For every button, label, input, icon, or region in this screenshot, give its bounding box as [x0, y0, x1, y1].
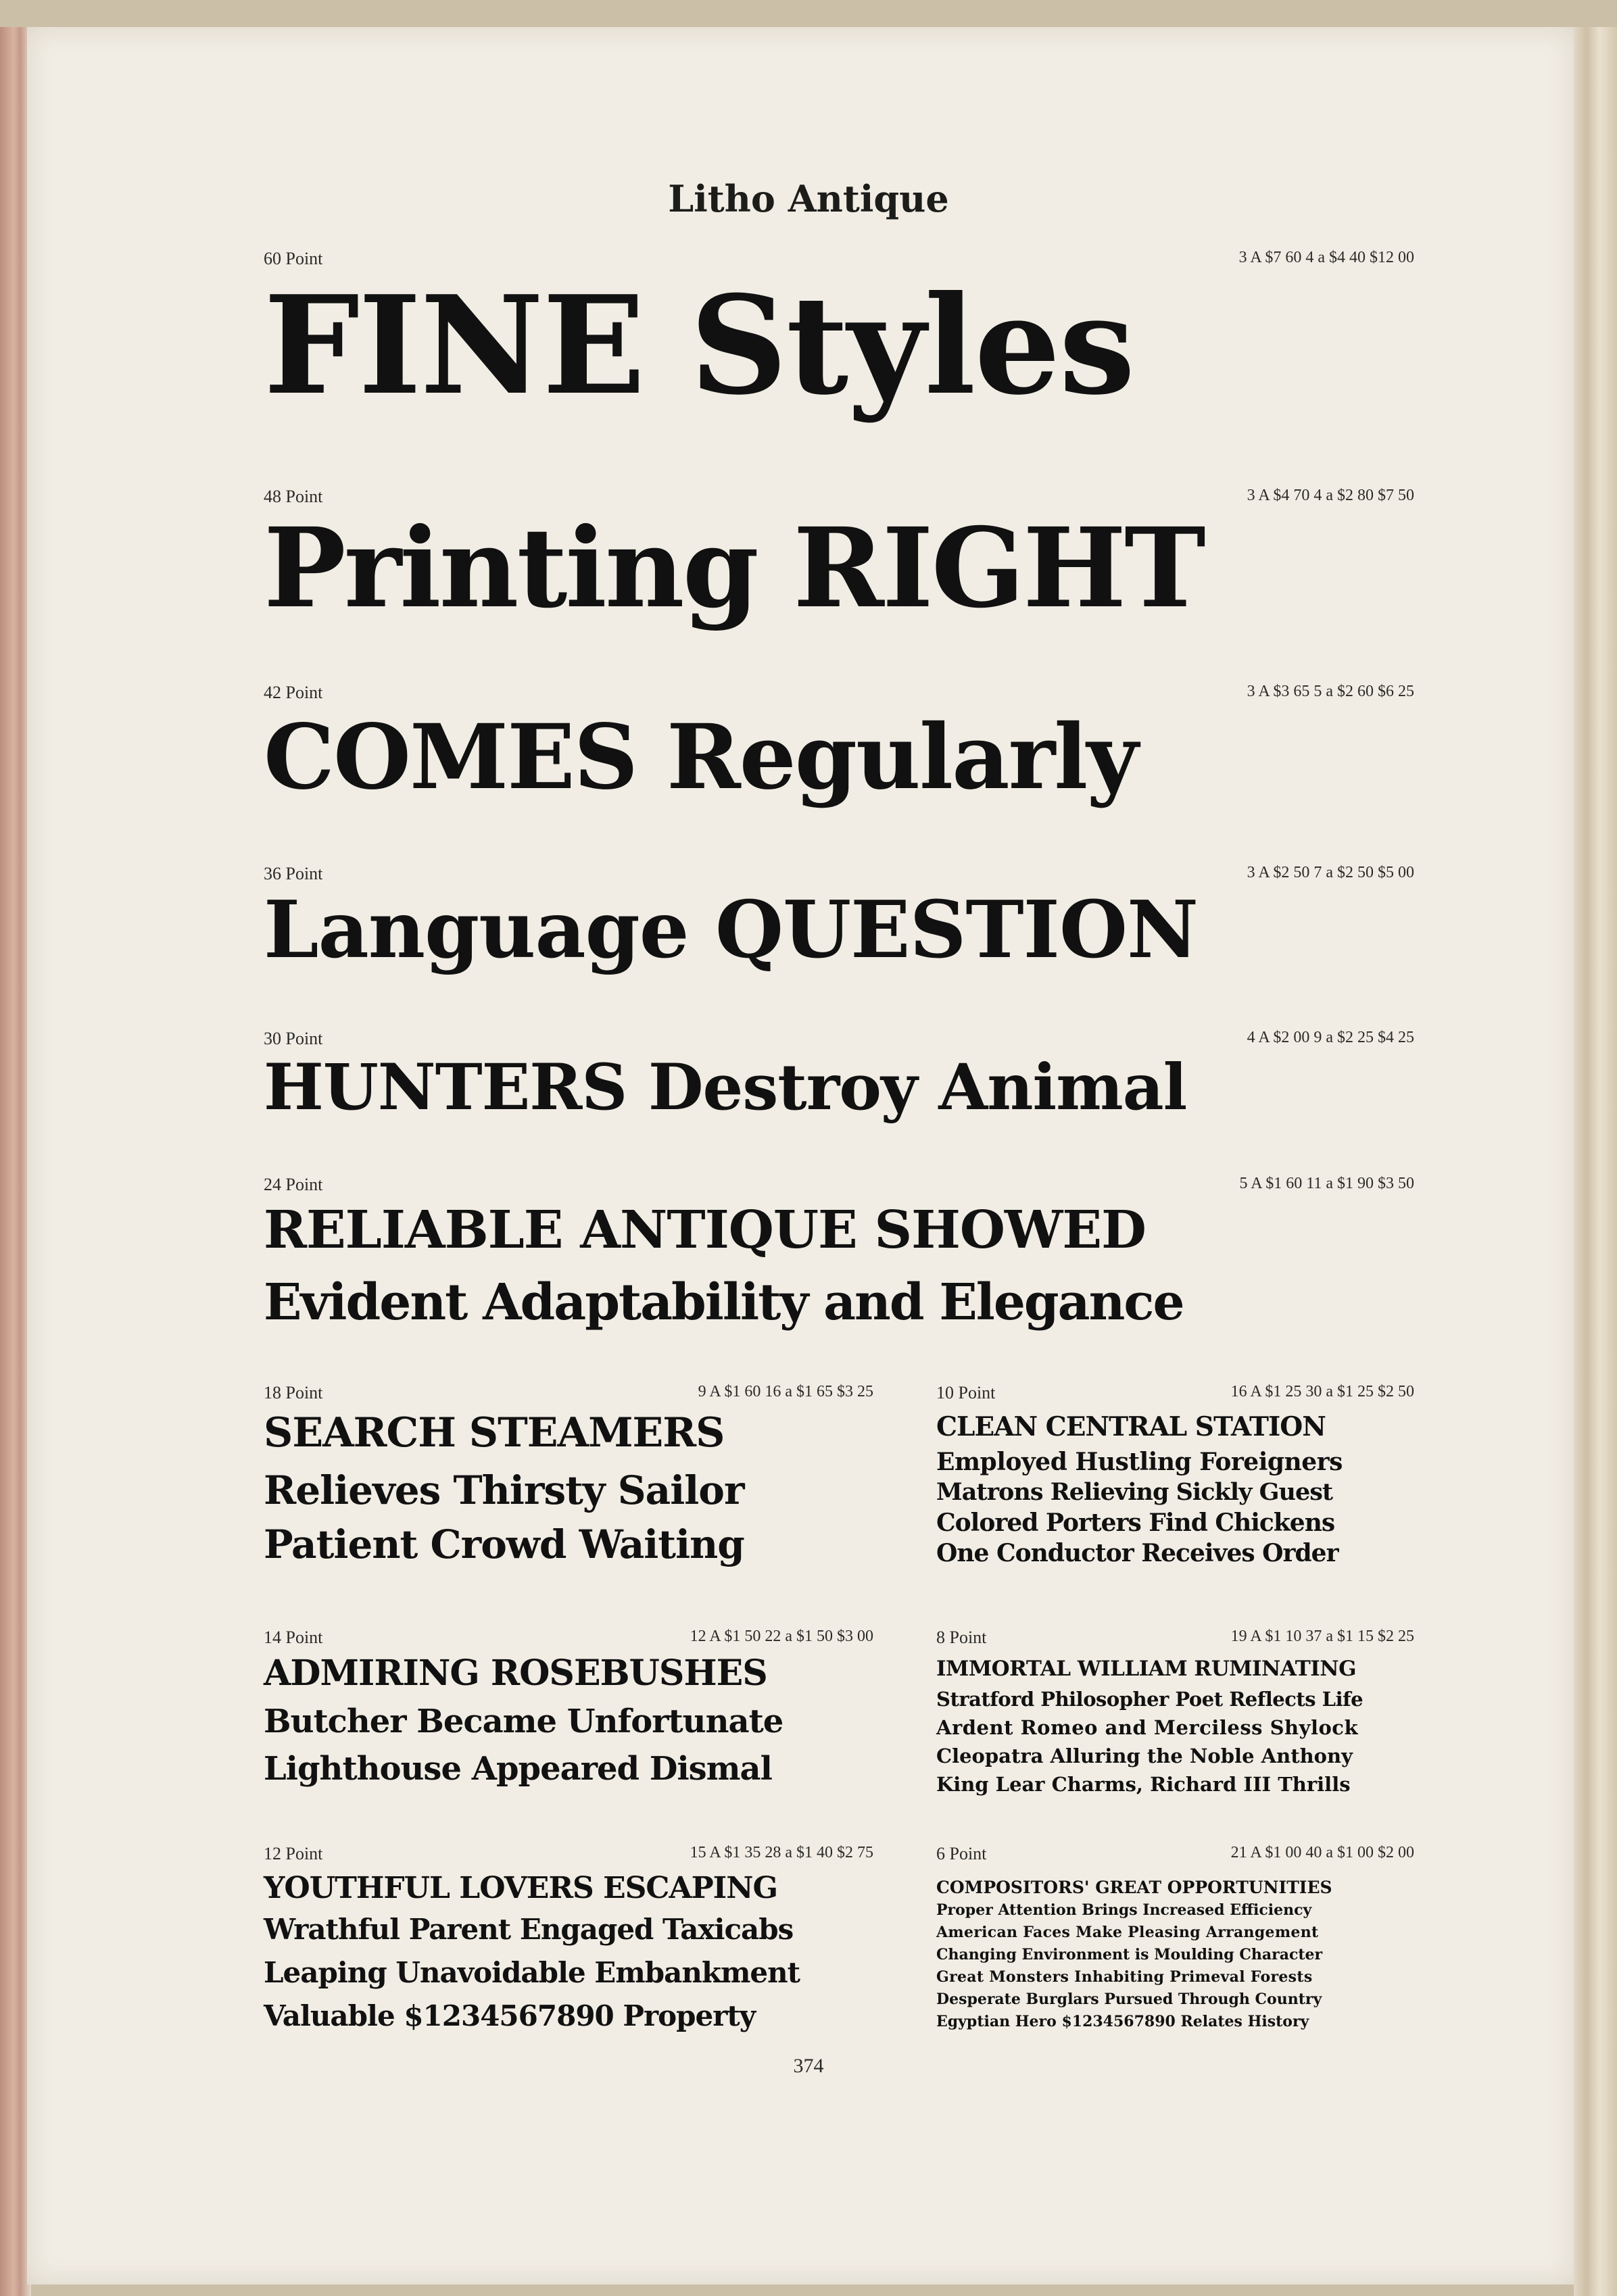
- specimen-60-line-1: FINE Styles: [264, 266, 1134, 425]
- specimen-10-line-1: CLEAN CENTRAL STATION: [936, 1411, 1326, 1442]
- price-8: 19 A $1 10 37 a $1 15 $2 25: [1230, 1628, 1414, 1645]
- specimen-30-line-1: HUNTERS Destroy Animal: [264, 1050, 1187, 1125]
- specimen-6-line-3: American Faces Make Pleasing Arrangement: [936, 1924, 1319, 1941]
- specimen-18-line-1: SEARCH STEAMERS: [264, 1409, 725, 1457]
- specimen-14-line-1: ADMIRING ROSEBUSHES: [264, 1653, 767, 1694]
- specimen-8-line-4: Cleopatra Alluring the Noble Anthony: [936, 1744, 1353, 1767]
- size-label-60: 60 Point: [264, 249, 323, 268]
- specimen-10-line-2: Employed Hustling Foreigners: [936, 1448, 1343, 1476]
- specimen-10-line-4: Colored Porters Find Chickens: [936, 1509, 1335, 1537]
- specimen-18-line-3: Patient Crowd Waiting: [264, 1521, 744, 1567]
- price-42: 3 A $3 65 5 a $2 60 $6 25: [1247, 683, 1414, 700]
- specimen-6-line-7: Egyptian Hero $1234567890 Relates History: [936, 2013, 1309, 2030]
- specimen-36-line-1: Language QUESTION: [264, 884, 1199, 976]
- specimen-8-line-3: Ardent Romeo and Merciless Shylock: [936, 1716, 1359, 1739]
- price-10: 16 A $1 25 30 a $1 25 $2 50: [1230, 1383, 1414, 1400]
- specimen-12-line-1: YOUTHFUL LOVERS ESCAPING: [264, 1871, 778, 1905]
- page-number: 374: [793, 2055, 824, 2077]
- size-label-36: 36 Point: [264, 864, 323, 883]
- price-12: 15 A $1 35 28 a $1 40 $2 75: [690, 1844, 873, 1861]
- size-label-10: 10 Point: [936, 1383, 996, 1402]
- specimen-6-line-4: Changing Environment is Moulding Character: [936, 1946, 1323, 1963]
- specimen-8-line-5: King Lear Charms, Richard III Thrills: [936, 1773, 1351, 1796]
- specimen-6-line-1: COMPOSITORS' GREAT OPPORTUNITIES: [936, 1878, 1332, 1897]
- price-14: 12 A $1 50 22 a $1 50 $3 00: [690, 1628, 873, 1645]
- specimen-42-line-1: COMES Regularly: [264, 705, 1138, 810]
- specimen-6-line-5: Great Monsters Inhabiting Primeval Forests: [936, 1968, 1313, 1986]
- size-label-6: 6 Point: [936, 1844, 987, 1863]
- price-24: 5 A $1 60 11 a $1 90 $3 50: [1239, 1175, 1414, 1192]
- price-18: 9 A $1 60 16 a $1 65 $3 25: [698, 1383, 873, 1400]
- size-label-42: 42 Point: [264, 683, 323, 702]
- size-label-30: 30 Point: [264, 1029, 323, 1048]
- specimen-6-line-2: Proper Attention Brings Increased Efficiency: [936, 1901, 1312, 1919]
- page-edge: [1574, 27, 1617, 2296]
- size-label-48: 48 Point: [264, 487, 323, 506]
- specimen-12-line-3: Leaping Unavoidable Embankment: [264, 1956, 800, 1989]
- specimen-10-line-5: One Conductor Receives Order: [936, 1539, 1338, 1567]
- specimen-10-line-3: Matrons Relieving Sickly Guest: [936, 1478, 1333, 1506]
- price-36: 3 A $2 50 7 a $2 50 $5 00: [1247, 864, 1414, 881]
- specimen-14-line-2: Butcher Became Unfortunate: [264, 1703, 783, 1740]
- price-48: 3 A $4 70 4 a $2 80 $7 50: [1247, 487, 1414, 504]
- price-6: 21 A $1 00 40 a $1 00 $2 00: [1230, 1844, 1414, 1861]
- size-label-12: 12 Point: [264, 1844, 323, 1863]
- specimen-8-line-1: IMMORTAL WILLIAM RUMINATING: [936, 1657, 1357, 1681]
- size-label-14: 14 Point: [264, 1628, 323, 1647]
- price-60: 3 A $7 60 4 a $4 40 $12 00: [1238, 249, 1414, 266]
- specimen-18-line-2: Relieves Thirsty Sailor: [264, 1467, 744, 1513]
- price-30: 4 A $2 00 9 a $2 25 $4 25: [1247, 1029, 1414, 1046]
- specimen-24-line-1: RELIABLE ANTIQUE SHOWED: [264, 1200, 1146, 1261]
- specimen-6-line-6: Desperate Burglars Pursued Through Country: [936, 1990, 1322, 2008]
- size-label-18: 18 Point: [264, 1383, 323, 1402]
- specimen-24-line-2: Evident Adaptability and Elegance: [264, 1273, 1184, 1332]
- size-label-8: 8 Point: [936, 1628, 987, 1647]
- specimen-8-line-2: Stratford Philosopher Poet Reflects Life: [936, 1688, 1363, 1711]
- page-title: Litho Antique: [668, 177, 949, 220]
- specimen-14-line-3: Lighthouse Appeared Dismal: [264, 1750, 772, 1788]
- specimen-12-line-4: Valuable $1234567890 Property: [264, 1999, 756, 2032]
- specimen-12-line-2: Wrathful Parent Engaged Taxicabs: [264, 1913, 794, 1946]
- size-label-24: 24 Point: [264, 1175, 323, 1194]
- specimen-48-line-1: Printing RIGHT: [264, 504, 1204, 633]
